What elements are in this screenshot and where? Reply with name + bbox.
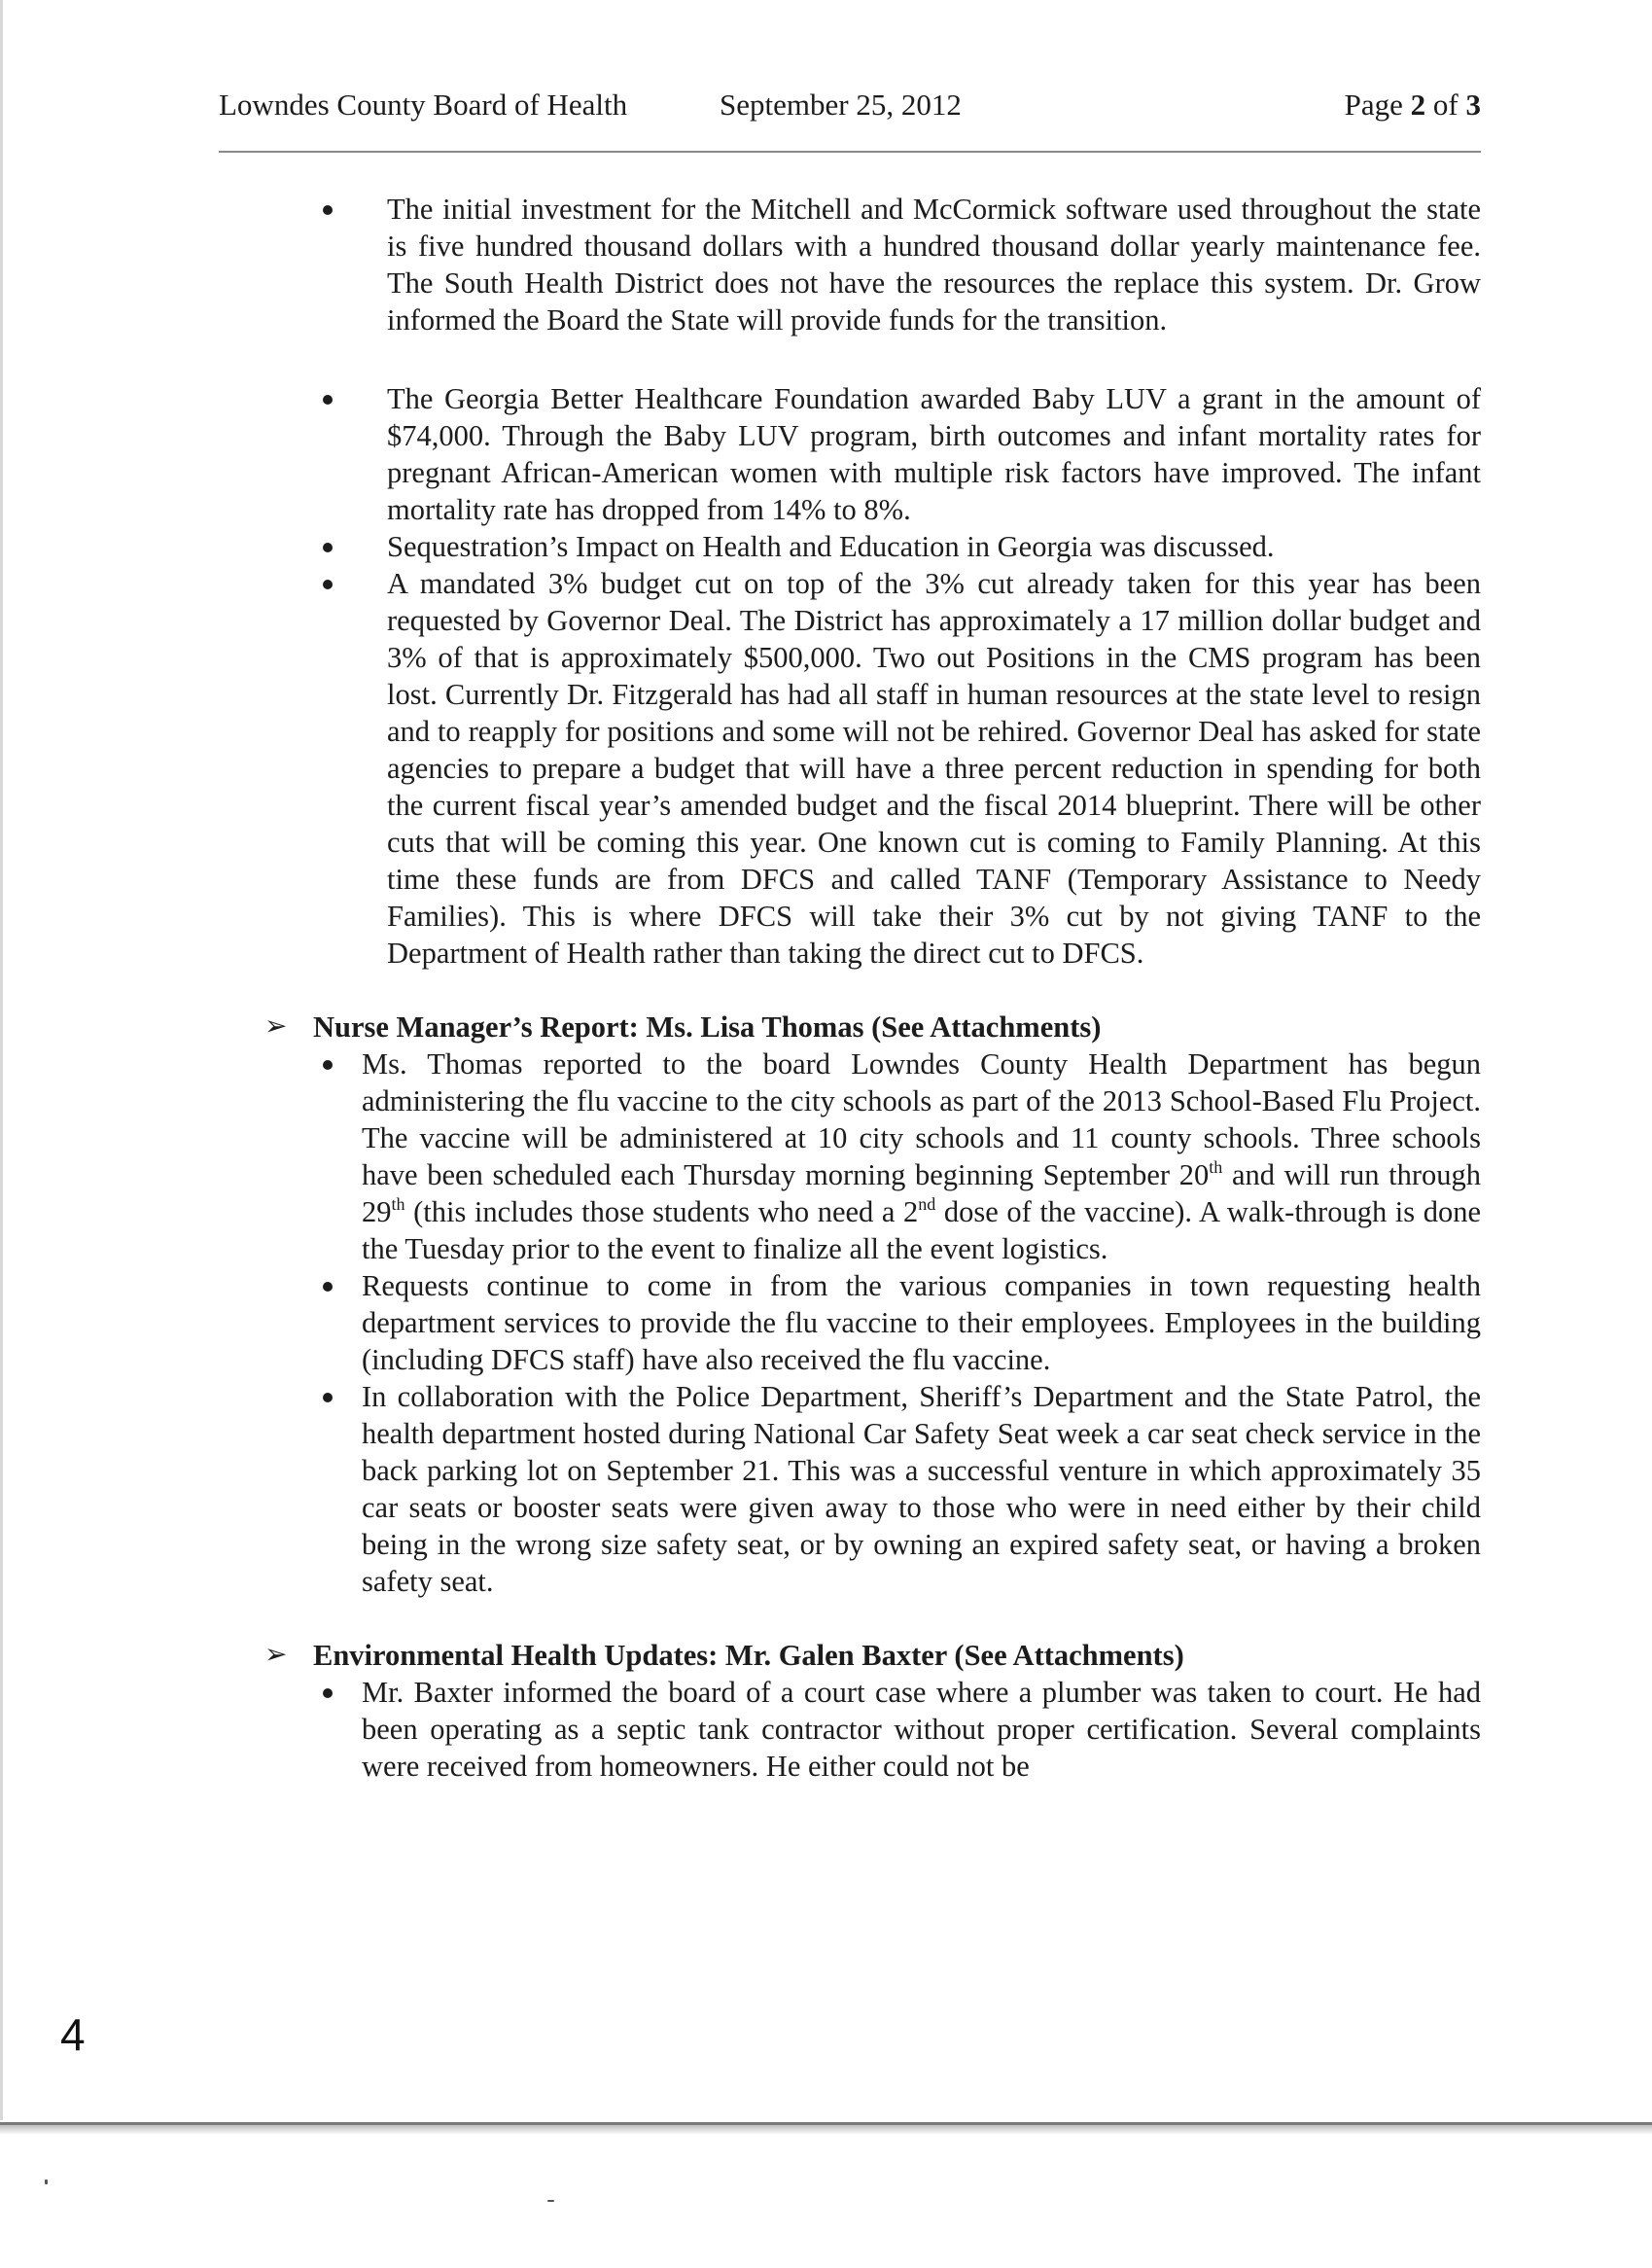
bullet-icon <box>323 395 333 405</box>
header-organization: Lowndes County Board of Health <box>219 88 628 122</box>
page-current: 2 <box>1410 88 1426 122</box>
arrow-bullet-icon: ➢ <box>264 1011 288 1042</box>
list-item <box>387 528 1481 565</box>
scan-speck <box>547 2200 554 2202</box>
header-divider <box>219 151 1481 153</box>
text-run: (this includes those students who need a 2 <box>404 1195 919 1228</box>
bullet-icon <box>323 1688 333 1698</box>
bullet-text: Sequestration’s Impact on Health and Education in Georgia was discussed. <box>387 530 1275 563</box>
nurse-report-list <box>0 1045 1652 1600</box>
superscript: th <box>1209 1157 1223 1177</box>
page-bottom-edge <box>0 2122 1652 2125</box>
superscript: nd <box>918 1194 936 1214</box>
list-item <box>362 1378 1481 1600</box>
bullet-text: The initial investment for the Mitchell and McCormick software used throughout the state is five hundred thousand dollars with a hundred thousand dollar yearly maintenance fee. The South Health District does not have the resources the replace this system. Dr. Grow informed the Board the State will provide funds for the transition. <box>387 193 1481 337</box>
bullet-text: Requests continue to come in from the various companies in town requesting health department services to provide the flu vaccine to their employees. Employees in the building (including DFCS staff) have also received the flu vaccine. <box>362 1269 1481 1376</box>
environmental-health-list <box>0 1674 1652 1785</box>
section-heading-text: Nurse Manager’s Report: Ms. Lisa Thomas (See Attachments) <box>313 1010 1102 1044</box>
page-total: 3 <box>1465 88 1481 122</box>
bullet-icon <box>323 205 333 215</box>
environmental-health-heading <box>264 1637 1652 1674</box>
header-page-number <box>1345 88 1481 123</box>
text-run: Ms. Thomas reported to the board Lowndes County Health Department has begun administering the flu vaccine to the city schools as part of the 2013 School-Based Flu Project. The vaccine will be administered at 10 city schools and 11 county schools. Three schools have been scheduled each Thursday morning beginning September 20 <box>362 1047 1481 1191</box>
superscript: th <box>391 1194 405 1214</box>
text-run: and will run through 29 <box>362 1158 1481 1228</box>
list-item <box>362 1267 1481 1378</box>
scan-speck <box>45 2179 48 2184</box>
bullet-icon <box>323 543 333 552</box>
list-item <box>362 1674 1481 1785</box>
document-body <box>0 191 1652 1785</box>
list-item <box>387 380 1481 528</box>
header-date: September 25, 2012 <box>720 88 962 122</box>
page-header <box>219 88 1481 136</box>
text-run: dose of the vaccine). A walk-through is done the Tuesday prior to the event to finalize all the event logistics. <box>362 1195 1481 1265</box>
list-item <box>387 565 1481 972</box>
bullet-icon <box>323 580 333 589</box>
list-item <box>362 1045 1481 1267</box>
bullet-icon <box>323 1393 333 1402</box>
page-separator: of <box>1425 88 1466 122</box>
exhibit-page-marker: 4 <box>60 2009 86 2060</box>
spacer <box>0 1600 1652 1637</box>
nurse-report-heading <box>264 1009 1652 1045</box>
bullet-icon <box>323 1060 333 1070</box>
bullet-text <box>362 1047 1481 1265</box>
section-heading-text: Environmental Health Updates: Mr. Galen Baxter (See Attachments) <box>313 1639 1184 1672</box>
arrow-bullet-icon: ➢ <box>264 1640 288 1670</box>
spacer <box>0 338 1652 380</box>
bullet-icon <box>323 1282 333 1292</box>
spacer <box>0 972 1652 1009</box>
bullet-text: Mr. Baxter informed the board of a court case where a plumber was taken to court. He had been operating as a septic tank contractor without proper certification. Several complaints were received from homeowners. He either could not be <box>362 1676 1481 1783</box>
bullet-text: The Georgia Better Healthcare Foundation awarded Baby LUV a grant in the amount of $74,000. Through the Baby LUV program, birth outcomes and infant mortality rates for pregnant African-American women with multiple risk factors have improved. The infant mortality rate has dropped from 14% to 8%. <box>387 382 1481 526</box>
page-prefix: Page <box>1344 88 1411 122</box>
board-discussion-list <box>0 191 1652 972</box>
list-item <box>387 191 1481 338</box>
bullet-text: In collaboration with the Police Department, Sheriff’s Department and the State Patrol, the health department hosted during National Car Safety Seat week a car seat check service in the back parking lot on September 21. This was a successful venture in which approximately 35 car seats or booster seats were given away to those who were in need either by their child being in the wrong size safety seat, or by owning an expired safety seat, or having a broken safety seat. <box>362 1380 1481 1598</box>
bullet-text: A mandated 3% budget cut on top of the 3% cut already taken for this year has been requested by Governor Deal. The District has approximately a 17 million dollar budget and 3% of that is approximately $500,000. Two out Positions in the CMS program has been lost. Currently Dr. Fitzgerald has had all staff in human resources at the state level to resign and to reapply for positions and some will not be rehired. Governor Deal has asked for state agencies to prepare a budget that will have a three percent reduction in spending for both the current fiscal year’s amended budget and the fiscal 2014 blueprint. There will be other cuts that will be coming this year. One known cut is coming to Family Planning. At this time these funds are from DFCS and called TANF (Temporary Assistance to Needy Families). This is where DFCS will take their 3% cut by not giving TANF to the Department of Health rather than taking the direct cut to DFCS. <box>387 567 1481 970</box>
